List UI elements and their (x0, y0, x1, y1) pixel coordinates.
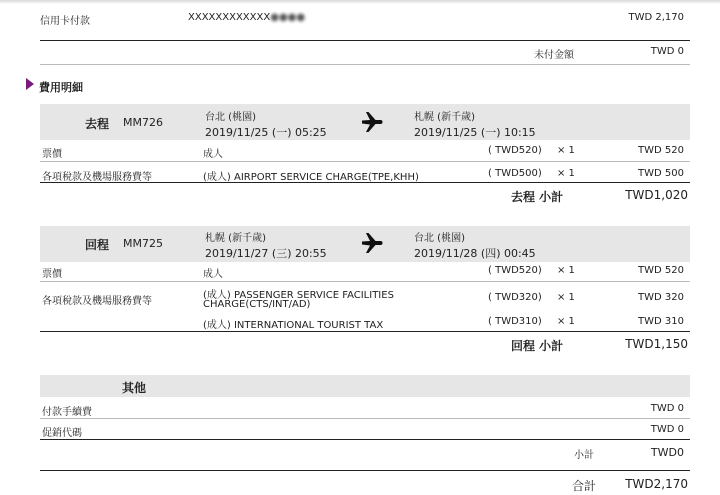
return-subtotal: TWD1,150 (625, 337, 688, 351)
return-to-city: 台北 (桃園) (414, 233, 465, 244)
tax-row-unit-price: ( TWD500) (488, 168, 542, 179)
payment-fee-amount: TWD 0 (650, 403, 684, 414)
outbound-subtotal-label: 去程 小計 (511, 190, 564, 204)
divider (40, 64, 690, 65)
promo-code-amount: TWD 0 (650, 424, 684, 435)
airplane-icon (360, 231, 384, 255)
outbound-to-time: 2019/11/25 (一) 10:15 (414, 126, 536, 139)
card-number-text: XXXXXXXXXXXX (188, 12, 271, 23)
tax-row-description: (成人) PASSENGER SERVICE FACILITIES (203, 290, 394, 301)
outbound-from-time: 2019/11/25 (一) 05:25 (205, 126, 327, 139)
return-direction: 回程 (85, 238, 110, 252)
fare-row-description: 成人 (203, 269, 223, 280)
fare-row-total: TWD 520 (638, 265, 684, 276)
tax-row-label: 各項稅款及機場服務費等 (42, 172, 152, 183)
fare-row-unit-price: ( TWD520) (488, 265, 542, 276)
fare-row-description: 成人 (203, 149, 223, 160)
outbound-subtotal: TWD1,020 (625, 188, 688, 202)
grand-total-label: 合計 (572, 479, 597, 493)
other-subtotal-label: 小計 (574, 450, 594, 461)
outbound-from-city: 台北 (桃園) (205, 112, 256, 123)
tourist-tax-row-quantity: × 1 (557, 316, 575, 327)
grand-total: TWD2,170 (625, 477, 688, 491)
return-flight-number: MM725 (123, 237, 163, 250)
card-payment-amount: TWD 2,170 (628, 12, 684, 23)
tourist-tax-row-total: TWD 310 (638, 316, 684, 327)
divider (40, 40, 690, 41)
tax-row-description-line2: CHARGE(CTS/INT/AD) (203, 299, 311, 310)
unpaid-label: 未付金額 (534, 50, 574, 61)
return-subtotal-label: 回程 小計 (511, 339, 564, 353)
divider (40, 439, 690, 440)
fare-row-label: 票價 (42, 149, 62, 160)
other-subtotal: TWD0 (650, 446, 684, 459)
divider (40, 470, 690, 471)
return-to-time: 2019/11/28 (四) 00:45 (414, 247, 536, 260)
payment-fee-label: 付款手續費 (42, 407, 92, 418)
promo-code-label: 促銷代碼 (42, 428, 82, 439)
return-from-time: 2019/11/27 (三) 20:55 (205, 247, 327, 260)
outbound-flight-number: MM726 (123, 116, 163, 129)
tourist-tax-row-unit-price: ( TWD310) (488, 316, 542, 327)
divider (40, 281, 690, 282)
divider (40, 182, 690, 183)
tourist-tax-row-description: (成人) INTERNATIONAL TOURIST TAX (203, 320, 384, 331)
divider (40, 331, 690, 332)
card-number-masked: ●●●● (270, 12, 306, 23)
card-payment-label: 信用卡付款 (40, 16, 90, 27)
top-shadow (0, 0, 720, 4)
tax-row-label: 各項稅款及機場服務費等 (42, 296, 152, 307)
other-title: 其他 (122, 381, 147, 395)
fare-row-quantity: × 1 (557, 145, 575, 156)
fare-row-unit-price: ( TWD520) (488, 145, 542, 156)
fare-row-label: 票價 (42, 269, 62, 280)
card-number (188, 12, 305, 23)
airplane-icon (360, 110, 384, 134)
fare-row-quantity: × 1 (557, 265, 575, 276)
divider (40, 418, 690, 419)
section-title: 費用明細 (39, 81, 83, 94)
unpaid-amount: TWD 0 (650, 46, 684, 57)
tax-row-total: TWD 500 (638, 168, 684, 179)
outbound-direction: 去程 (85, 117, 110, 131)
return-from-city: 札幌 (新千歲) (205, 233, 266, 244)
tax-row-quantity: × 1 (557, 168, 575, 179)
tax-row-description: (成人) AIRPORT SERVICE CHARGE(TPE,KHH) (203, 172, 419, 183)
tax-row-unit-price: ( TWD320) (488, 292, 542, 303)
outbound-to-city: 札幌 (新千歲) (414, 112, 475, 123)
fare-row-total: TWD 520 (638, 145, 684, 156)
tax-row-quantity: × 1 (557, 292, 575, 303)
tax-row-total: TWD 320 (638, 292, 684, 303)
triangle-right-icon (26, 78, 34, 90)
divider (40, 161, 690, 162)
